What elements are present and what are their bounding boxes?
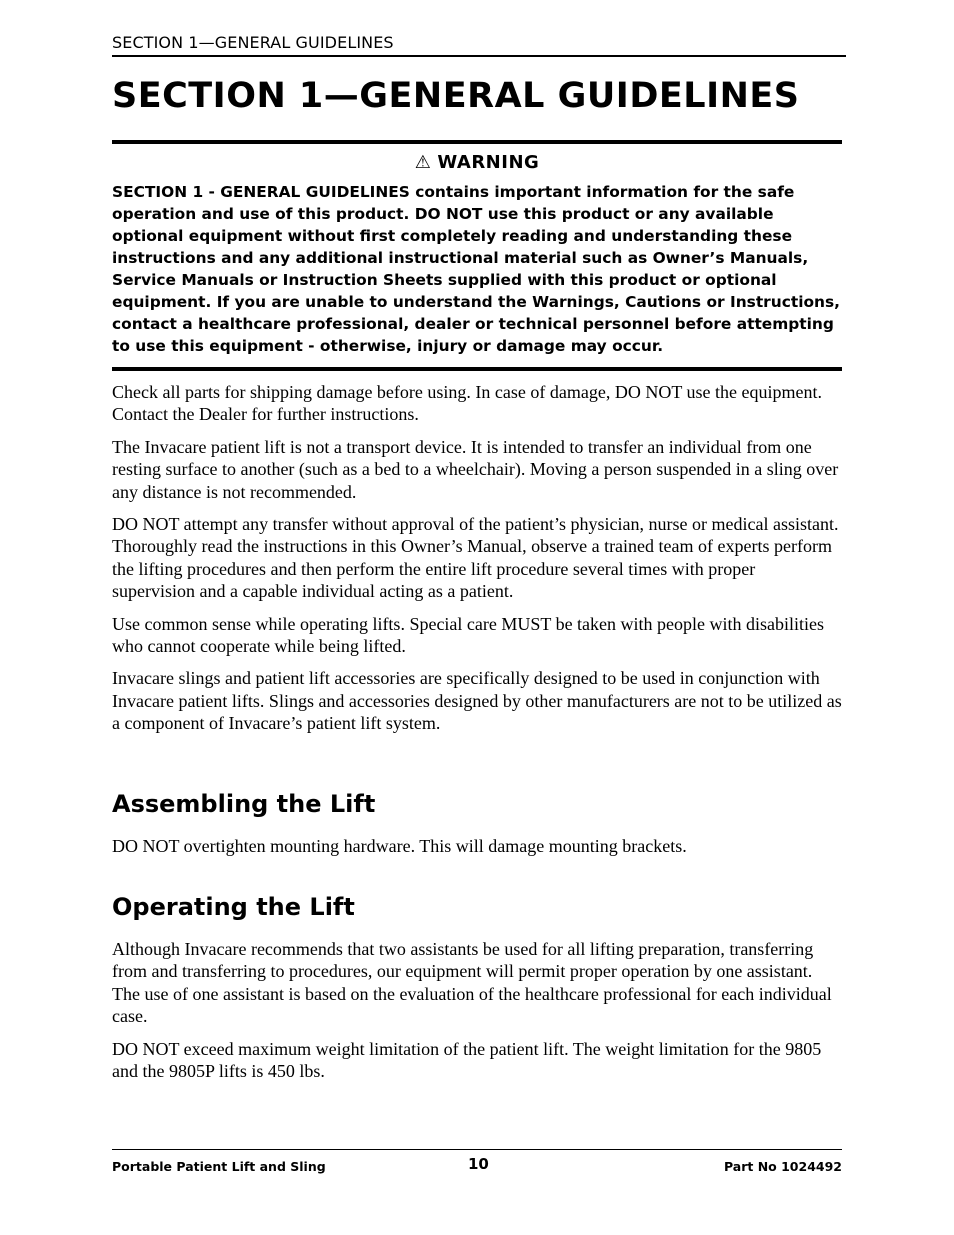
warning-title: WARNING: [437, 152, 540, 173]
warning-heading: [112, 152, 842, 173]
paragraph: DO NOT overtighten mounting hardware. This will damage mounting brackets.: [112, 836, 687, 856]
running-header: SECTION 1—GENERAL GUIDELINES: [112, 33, 846, 57]
paragraph: Invacare slings and patient lift accessories are specifically designed to be used in conjunction with Invacare patient lifts. Slings and accessories designed by other manufacturers are not to be utilized as a component of Invacare’s patient lift system.: [112, 668, 842, 734]
intro-section: [112, 381, 842, 735]
page-footer: [112, 1149, 842, 1176]
operating-section: [112, 938, 842, 1082]
assembling-section: [112, 835, 842, 857]
section-heading-assembling: Assembling the Lift: [112, 790, 376, 818]
warning-triangle-icon: ⚠: [414, 152, 432, 173]
section-heading-operating: Operating the Lift: [112, 893, 355, 921]
paragraph: Although Invacare recommends that two assistants be used for all lifting preparation, transferring from and transferring to procedures, our equipment will permit proper operation by one assistant. The use of one assistant is based on the evaluation of the healthcare professional for each individual case.: [112, 939, 832, 1027]
warning-box: [112, 140, 842, 371]
paragraph: Use common sense while operating lifts. Special care MUST be taken with people with disabilities who cannot cooperate while being lifted.: [112, 613, 825, 657]
paragraph: DO NOT attempt any transfer without approval of the patient’s physician, nurse or medical assistant. Thoroughly read the instructions in this Owner’s Manual, observe a trained team of experts perform the lifting procedures and then perform the entire lift procedure several times with proper supervision and a capable individual acting as a patient.: [112, 514, 839, 602]
page-title: SECTION 1—GENERAL GUIDELINES: [112, 76, 800, 116]
warning-text: SECTION 1 - GENERAL GUIDELINES contains important information for the safe operation and use of this product. DO NOT use this product or any available optional equipment without first completely reading and understanding these instructions and any additional instructional material such as Owner’s Manuals, Service Manuals or Instruction Sheets supplied with this product or optional equipment. If you are unable to understand the Warnings, Cautions or Instructions, contact a healthcare professional, dealer or technical personnel before attempting to use this equipment - otherwise, injury or damage may occur.: [112, 183, 841, 355]
footer-document-title: Portable Patient Lift and Sling: [112, 1159, 326, 1174]
paragraph: DO NOT exceed maximum weight limitation of the patient lift. The weight limitation for the 9805 and the 9805P lifts is 450 lbs.: [112, 1038, 822, 1082]
footer-part-number: Part No 1024492: [723, 1159, 842, 1174]
paragraph: Check all parts for shipping damage before using. In case of damage, DO NOT use the equipment. Contact the Dealer for further instructions.: [112, 382, 822, 425]
footer-page-number: 10: [468, 1155, 489, 1173]
paragraph: The Invacare patient lift is not a transport device. It is intended to transfer an individual from one resting surface to another (such as a bed to a wheelchair). Moving a person suspended in a sling over any distance is not recommended.: [112, 436, 839, 502]
